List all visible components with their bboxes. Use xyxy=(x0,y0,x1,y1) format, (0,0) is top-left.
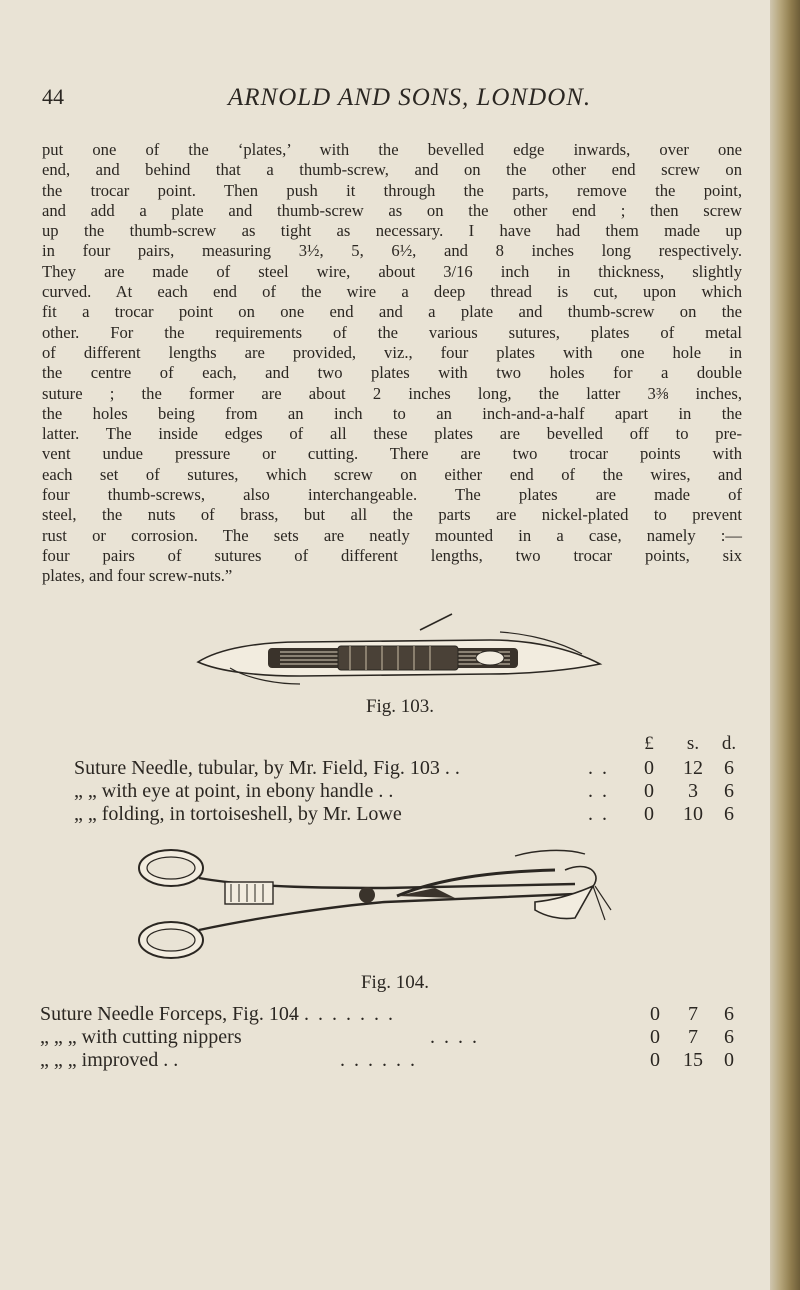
figure-103-caption: Fig. 103. xyxy=(365,696,435,717)
price-row xyxy=(74,780,764,804)
body-line: curved. At each end of the wire a deep thread is cut, upon which xyxy=(42,282,742,302)
price-pounds: 0 xyxy=(644,757,654,779)
body-line: plates, and four screw-nuts.” xyxy=(42,566,233,586)
leader-dots: . . . . . . xyxy=(340,1049,417,1071)
body-line: each set of sutures, which screw on either end of the wires, and xyxy=(42,464,742,484)
body-line: other. For the requirements of the various sutures, plates of metal xyxy=(42,322,742,342)
price-pence: 6 xyxy=(724,803,734,825)
price-row xyxy=(40,1049,764,1073)
price-pounds: 0 xyxy=(650,1003,660,1025)
price-description: „ „ „ with cutting nippers xyxy=(40,1026,242,1048)
body-line: put one of the ‘plates,’ with the bevelled edge inwards, over one xyxy=(42,140,742,159)
body-line: up the thumb-screw as tight as necessary. I have had them made up xyxy=(42,221,742,241)
price-row xyxy=(40,1003,764,1027)
figure-104 xyxy=(135,840,655,993)
body-line: the holes being from an inch to an inch-and-a-half apart in the xyxy=(42,403,742,423)
body-line: the trocar point. Then push it through the parts, remove the point, xyxy=(42,180,742,200)
running-title: ARNOLD AND SONS, LONDON. xyxy=(228,84,592,111)
body-line: and add a plate and thumb-screw as on the other end ; then screw xyxy=(42,200,742,220)
leader-dots: . . . . . . . . xyxy=(290,1003,395,1025)
price-row xyxy=(74,757,764,781)
price-shillings: 7 xyxy=(688,1003,698,1025)
leader-dots: . . xyxy=(588,757,609,779)
body-line: vent undue pressure or cutting. There are two trocar points with xyxy=(42,444,742,464)
price-description: „ „ with eye at point, in ebony handle . . xyxy=(74,780,394,802)
body-line: suture ; the former are about 2 inches long, the latter 3⅜ inches, xyxy=(42,383,742,403)
leader-dots: . . . . xyxy=(430,1026,479,1048)
price-pence: 6 xyxy=(724,1026,734,1048)
price-list-needles xyxy=(74,733,764,843)
price-pounds: 0 xyxy=(644,803,654,825)
price-shillings: 12 xyxy=(683,757,703,779)
body-line: steel, the nuts of brass, but all the parts are nickel-plated to prevent xyxy=(42,505,742,525)
price-pence: 6 xyxy=(724,1003,734,1025)
price-description: Suture Needle, tubular, by Mr. Field, Fig. 103 . . xyxy=(74,757,460,779)
body-line: rust or corrosion. The sets are neatly mounted in a case, namely :— xyxy=(42,525,742,545)
page-header xyxy=(42,84,742,118)
price-pounds: 0 xyxy=(650,1049,660,1071)
price-pence: 6 xyxy=(724,780,734,802)
price-row xyxy=(74,803,764,827)
needle-forceps-illustration xyxy=(135,840,655,968)
price-description: „ „ folding, in tortoiseshell, by Mr. Lowe xyxy=(74,803,402,825)
figure-104-caption: Fig. 104. xyxy=(360,972,430,993)
price-description: Suture Needle Forceps, Fig. 104 xyxy=(40,1003,299,1025)
figure-103 xyxy=(190,612,610,722)
price-shillings: 15 xyxy=(683,1049,703,1071)
price-list-forceps xyxy=(40,1003,764,1093)
body-line: end, and behind that a thumb-screw, and on the other end screw on xyxy=(42,160,742,180)
price-row xyxy=(40,1026,764,1050)
body-line: fit a trocar point on one end and a plate and thumb-screw on the xyxy=(42,302,742,322)
price-shillings: 10 xyxy=(683,803,703,825)
price-pounds: 0 xyxy=(644,780,654,802)
body-line: latter. The inside edges of all these plates are bevelled off to pre- xyxy=(42,424,742,444)
header-shillings: s. xyxy=(686,733,700,754)
price-shillings: 3 xyxy=(688,780,698,802)
price-pence: 6 xyxy=(724,757,734,779)
price-pounds: 0 xyxy=(650,1026,660,1048)
body-line: They are made of steel wire, about 3/16 inch in thickness, slightly xyxy=(42,261,742,281)
body-paragraph xyxy=(42,140,742,587)
page-number: 44 xyxy=(42,84,64,109)
page-edge-shadow xyxy=(770,0,800,1290)
body-line: the centre of each, and two plates with two holes for a double xyxy=(42,363,742,383)
header-pounds: £ xyxy=(644,733,654,754)
suture-needle-illustration xyxy=(190,612,610,694)
price-description: „ „ „ improved . . xyxy=(40,1049,179,1071)
header-pence: d. xyxy=(721,733,737,754)
body-line: of different lengths are provided, viz., four plates with one hole in xyxy=(42,342,742,362)
price-pence: 0 xyxy=(724,1049,734,1071)
leader-dots: . . xyxy=(588,780,609,802)
body-line: in four pairs, measuring 3½, 5, 6½, and 8 inches long respectively. xyxy=(42,241,742,261)
body-line: four pairs of sutures of different lengths, two trocar points, six xyxy=(42,545,742,565)
price-shillings: 7 xyxy=(688,1026,698,1048)
leader-dots: . . xyxy=(588,803,609,825)
body-line: four thumb-screws, also interchangeable. The plates are made of xyxy=(42,485,742,505)
